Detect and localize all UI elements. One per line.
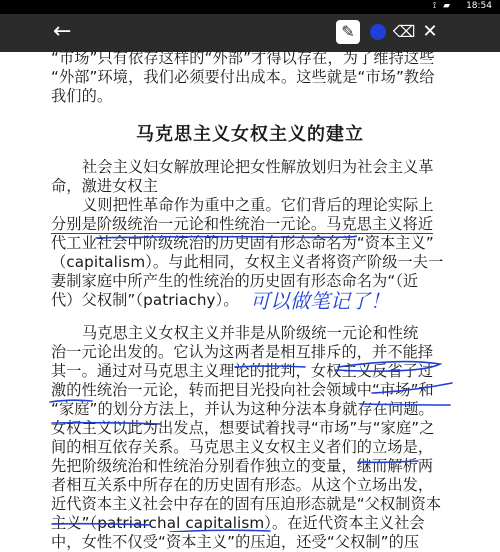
paragraph-line: 代）父权制”（patriachy）。 <box>51 291 239 309</box>
paragraph-line: 近代资本主义社会中存在的固有压迫形态就是“父权制资本 <box>51 495 442 513</box>
paragraph-line: “市场”只有依存这样的“外部”才得以存在，为了维持这些 <box>51 49 435 67</box>
paragraph-line: 主义”（patriarchal capitalism）。在近代资本主义社会 <box>51 514 425 532</box>
paragraph-line: （capitalism）。与此相同，女权主义者将资产阶级一夫一 <box>51 253 444 271</box>
paragraph-line: 社会主义妇女解放理论把女性解放划归为社会主义革 <box>82 158 434 176</box>
paragraph-line: 女权主义以此为出发点，想要试着找寻“市场”与“家庭”之 <box>51 419 435 437</box>
paragraph-line: 者相互关系中所存在的历史固有形态。从这个立场出发， <box>51 476 434 494</box>
paragraph-line: 妻制家庭中所产生的性统治的历史固有形态命名为“（近 <box>51 272 419 290</box>
underlined-text: 分别是阶级统治一元论和性统治一元论。马克思主义将近 <box>51 215 434 233</box>
paragraph-line: 间的相互依存关系。马克思主义女权主义者们的立场是， <box>51 438 434 456</box>
handwritten-note: 可以做笔记了！ <box>250 289 390 313</box>
paragraph-line: 义则把性革命作为重中之重。它们背后的理论实际上 <box>82 196 434 214</box>
paragraph-line: “家庭”的划分方法上，并认为这种分法本身就存在问题。 <box>51 400 434 418</box>
section-heading: 马克思主义女权主义的建立 <box>136 124 364 145</box>
document-page <box>0 49 500 551</box>
status-icons: ⟟ ▰ <box>432 1 452 11</box>
paragraph-line <box>51 215 451 234</box>
paragraph-line: 其一。通过对马克思主义理论的批判，女权主义反省了过 <box>51 362 434 380</box>
paragraph-line: 马克思主义女权主义并非是从阶级统一元论和性统 <box>82 324 419 342</box>
paragraph-line: “外部”环境，我们必须要付出成本。这些就是“市场”教给 <box>51 68 435 86</box>
pen-icon[interactable]: ✎ <box>336 20 360 44</box>
paragraph-line: 先把阶级统治和性统治分别看作独立的变量，继而解析两 <box>51 457 434 475</box>
annotation-toolbar <box>0 14 500 52</box>
color-swatch-icon <box>370 24 386 40</box>
paragraph-line: 代工业社会中阶级统治的历史固有形态命名为“资本主义” <box>51 234 434 252</box>
back-arrow-icon[interactable]: ← <box>53 19 72 44</box>
paragraph-line: 中，女性不仅受“资本主义”的压迫，还受“父权制”的压 <box>51 533 420 551</box>
ink-color-button[interactable] <box>366 20 390 44</box>
status-time: 18:54 <box>466 1 492 11</box>
paragraph-line: 治一元论出发的。它认为这两者是相互排斥的，并不能择 <box>51 343 434 361</box>
eraser-icon[interactable]: ⌫ <box>392 22 416 41</box>
paragraph-line: 我们的。 <box>51 87 113 105</box>
paragraph-line: 命，激进女权主 <box>51 177 159 195</box>
status-bar <box>0 0 500 14</box>
paragraph-line: 激的性统治一元论，转而把目光投向社会领域中“市场”和 <box>51 381 434 399</box>
close-icon[interactable]: ✕ <box>422 21 438 42</box>
